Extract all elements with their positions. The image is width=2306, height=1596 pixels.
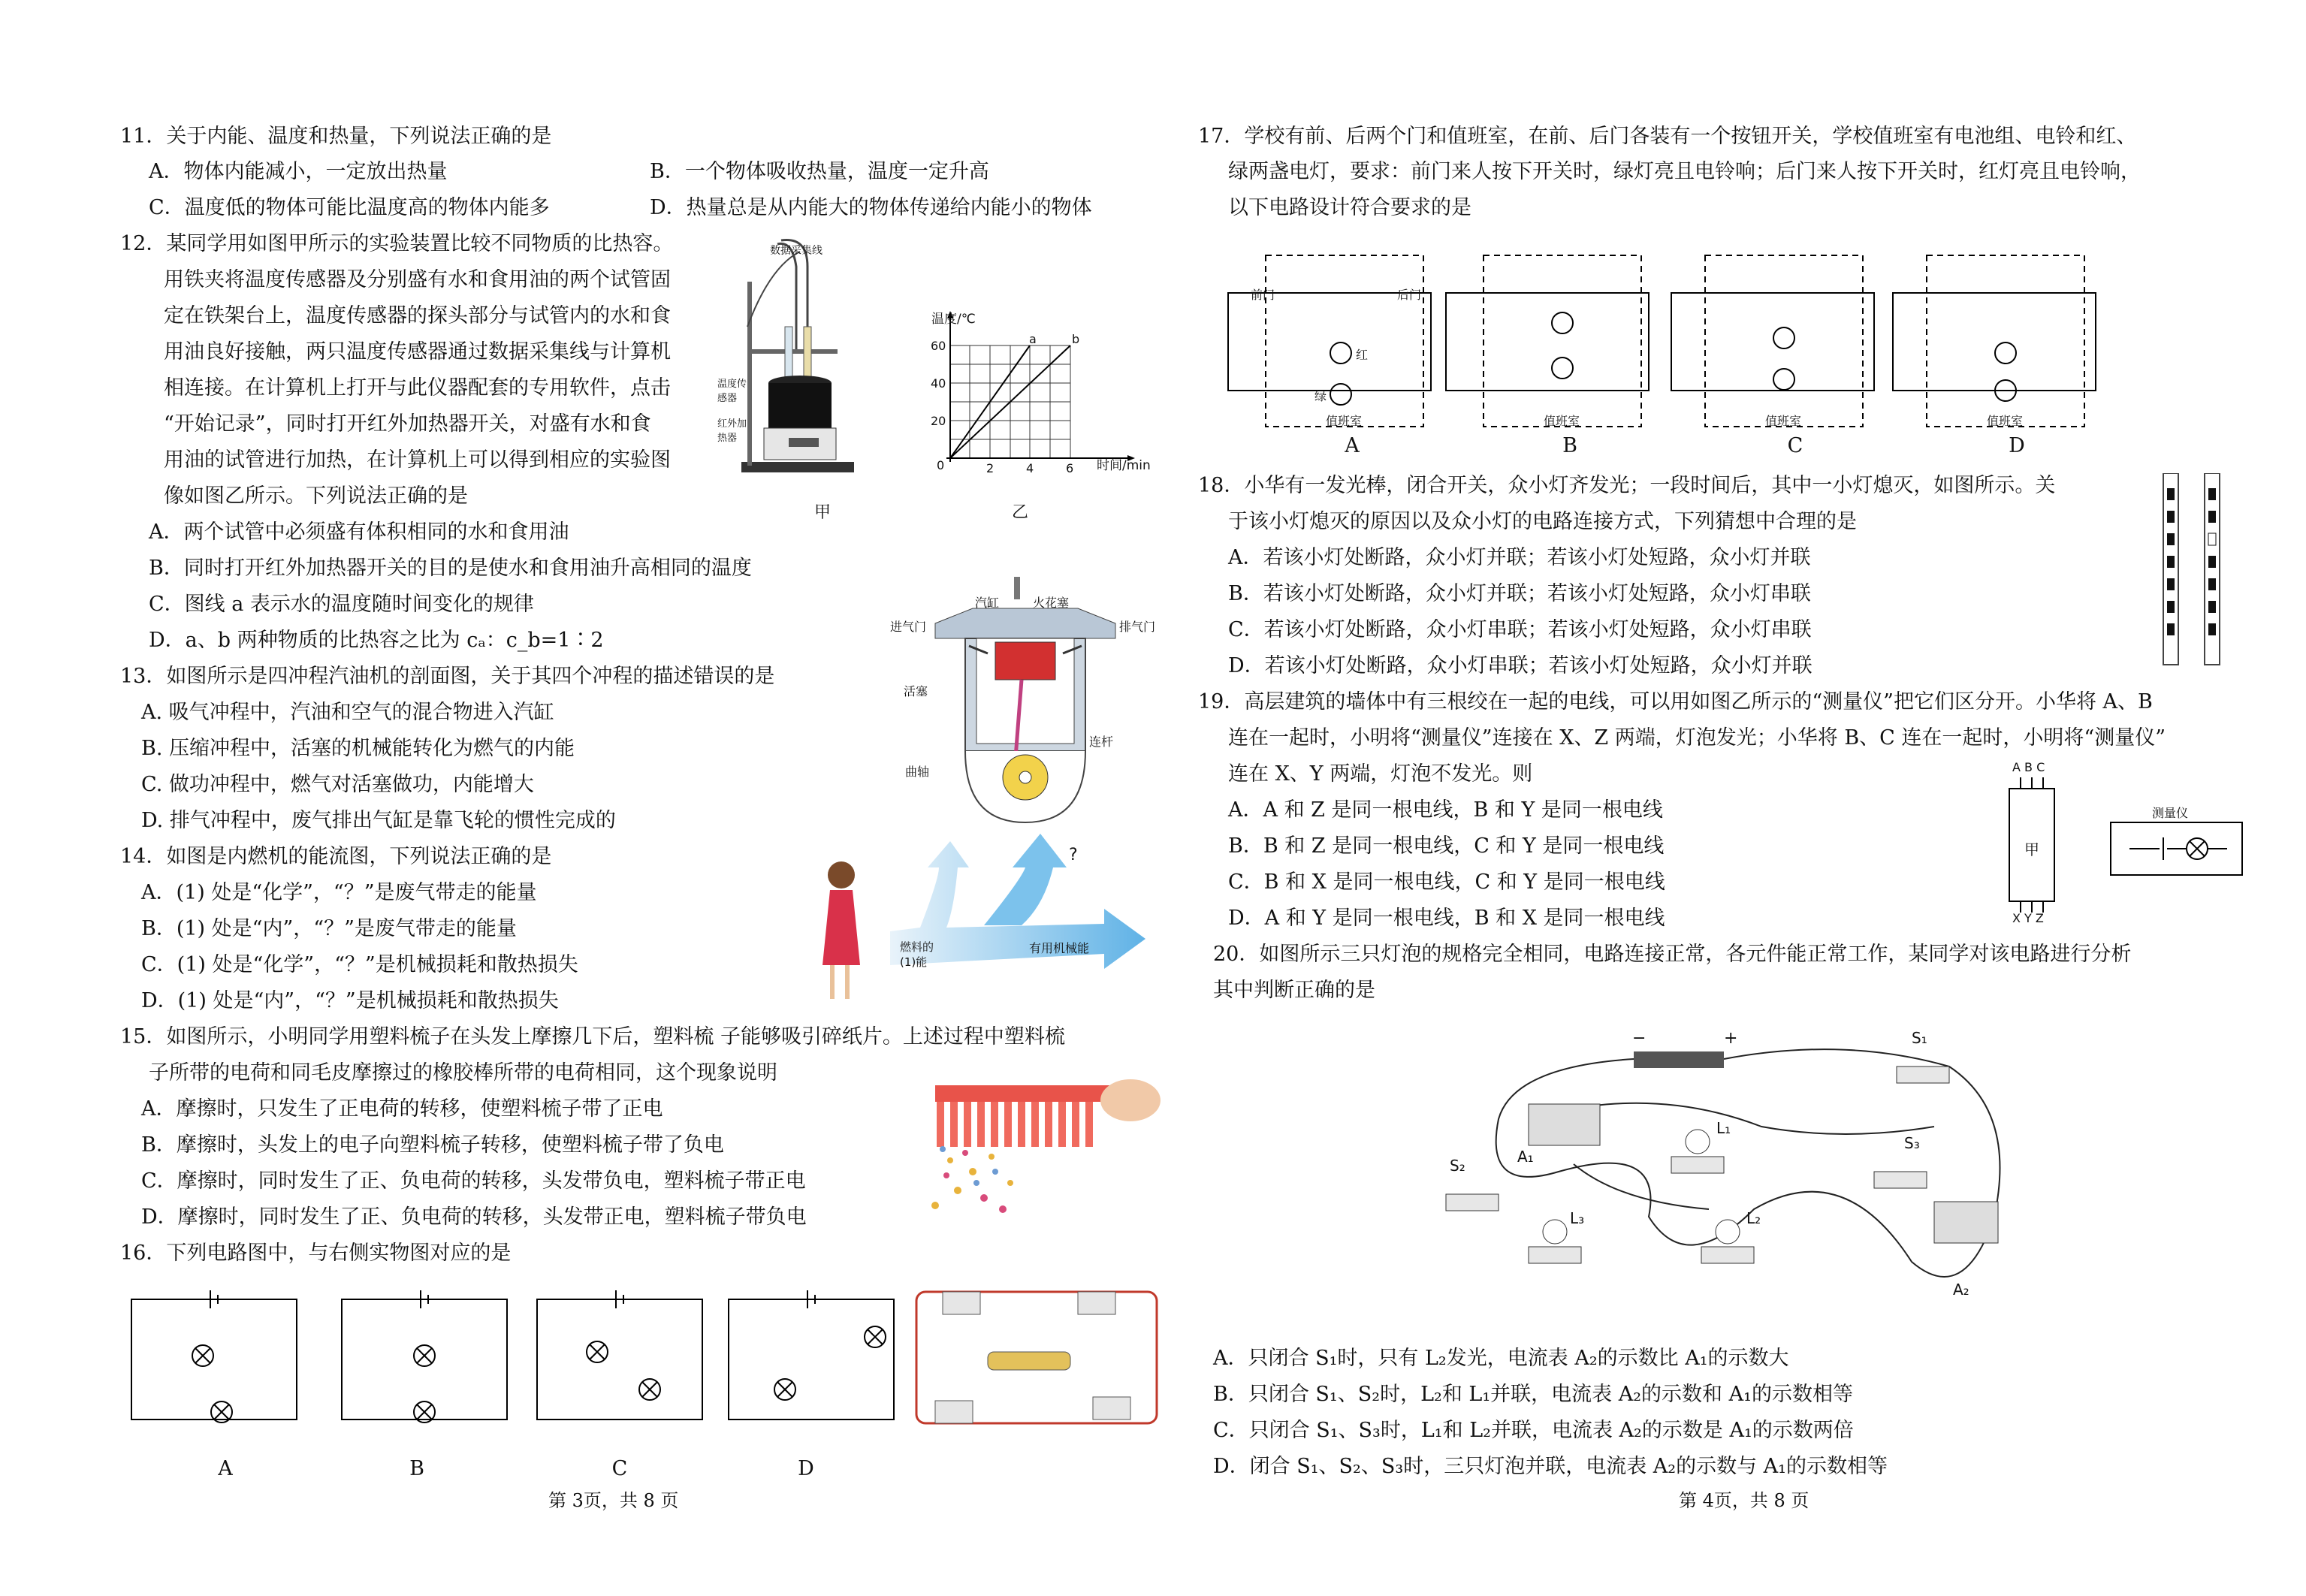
q19-top-terminals: A B C xyxy=(2012,760,2045,774)
q17-label-a: A xyxy=(1345,434,1360,457)
q11-option-c: C．温度低的物体可能比温度高的物体内能多 xyxy=(149,196,550,219)
q13-option-c: C. 做功冲程中，燃气对活塞做功，内能增大 xyxy=(141,773,534,796)
q19-stem-1: 19．高层建筑的墙体中有三根绞在一起的电线，可以用如图乙所示的“测量仪”把它们区分开。小华将 A、B xyxy=(1198,690,2153,714)
q19-meter-label: 测量仪 xyxy=(2152,806,2189,820)
page-3-footer: 第 3页，共 8 页 xyxy=(548,1490,679,1511)
q17-a-room-label: 值班室 xyxy=(1326,414,1363,428)
q18-option-a: A．若该小灯处断路，众小灯并联；若该小灯处短路，众小灯并联 xyxy=(1228,546,1811,569)
q19-bottom-terminals: X Y Z xyxy=(2012,911,2044,925)
q15-option-b: B．摩擦时，头发上的电子向塑料梳子转移，使塑料梳子带了负电 xyxy=(141,1133,724,1157)
q20-option-d: D．闭合 S₁、S₂、S₃时，三只灯泡并联，电流表 A₂的示数与 A₁的示数相等 xyxy=(1213,1455,1888,1478)
q20-option-c: C．只闭合 S₁、S₃时，L₁和 L₂并联，电流表 A₂的示数是 A₁的示数两倍 xyxy=(1213,1419,1854,1442)
q12-label-heater: 红外加热器 xyxy=(717,418,747,444)
q14-option-a: A．(1) 处是“化学”，“？”是废气带走的能量 xyxy=(141,881,537,904)
q17-b-room-label: 值班室 xyxy=(1544,414,1580,428)
q20-stem-1: 20．如图所示三只灯泡的规格完全相同，电路连接正常，各元件能正常工作，某同学对该电路进行分析 xyxy=(1213,943,2132,966)
q18-option-c: C．若该小灯处断路，众小灯串联；若该小灯处短路，众小灯串联 xyxy=(1228,618,1812,641)
q12-option-a: A．两个试管中必须盛有体积相同的水和食用油 xyxy=(149,520,569,544)
q13-option-b: B. 压缩冲程中，活塞的机械能转化为燃气的内能 xyxy=(141,737,575,760)
q12-graph-ylabel: 温度/℃ xyxy=(931,312,976,327)
q13-label-crank: 曲轴 xyxy=(905,765,930,779)
q18-option-d: D．若该小灯处断路，众小灯串联；若该小灯处短路，众小灯并联 xyxy=(1228,654,1813,677)
q16-label-a: A xyxy=(218,1457,233,1480)
q12-temperature-graph xyxy=(905,300,1161,473)
q20-label-l3: L₃ xyxy=(1570,1209,1585,1227)
q16-label-c: C xyxy=(611,1457,628,1480)
q20-stem-2: 其中判断正确的是 xyxy=(1213,979,1375,1002)
q20-circuit-figure xyxy=(1423,1021,2017,1322)
q14-stem: 14．如图是内燃机的能流图，下列说法正确的是 xyxy=(120,845,552,868)
page-4-footer: 第 4页，共 8 页 xyxy=(1679,1490,1809,1511)
q18-light-stick-figure xyxy=(2152,473,2235,668)
q12-caption-jia: 甲 xyxy=(813,503,831,522)
q12-line-7: 用油的试管进行加热，在计算机上可以得到相应的实验图 xyxy=(164,448,671,472)
q12-ytick-60: 60 xyxy=(931,339,946,353)
q17-circuit-options xyxy=(1221,240,2167,432)
q17-a-front-label: 前门 xyxy=(1251,288,1275,302)
q13-option-a: A. 吸气冲程中，汽油和空气的混合物进入汽缸 xyxy=(141,701,554,724)
q12-line-2: 用铁夹将温度传感器及分别盛有水和食用油的两个试管固 xyxy=(164,268,671,291)
q15-stem-1: 15．如图所示，小明同学用塑料梳子在头发上摩擦几下后，塑料梳 子能够吸引碎纸片。上述过程中塑料梳 xyxy=(120,1025,1065,1048)
q12-option-c: C．图线 a 表示水的温度随时间变化的规律 xyxy=(149,593,534,616)
q20-label-s3: S₃ xyxy=(1904,1134,1920,1152)
page-4 xyxy=(1153,0,2306,1596)
q19-stem-2: 连在一起时，小明将“测量仪”连接在 X、Z 两端，灯泡发光；小华将 B、C 连在一起时，小明将“测量仪” xyxy=(1228,726,2166,750)
q12-line-b-label: b xyxy=(1072,332,1080,346)
q20-label-l2: L₂ xyxy=(1746,1209,1761,1227)
q12-option-d: D．a、b 两种物质的比热容之比为 cₐ：c_b=1∶2 xyxy=(149,629,604,652)
q19-stem-3: 连在 X、Y 两端，灯泡不发光。则 xyxy=(1228,762,1533,786)
q12-option-b: B．同时打开红外加热器开关的目的是使水和食用油升高相同的温度 xyxy=(149,557,752,580)
q19-option-d: D．A 和 Y 是同一根电线，B 和 X 是同一根电线 xyxy=(1228,907,1665,930)
q16-label-d: D xyxy=(798,1457,814,1480)
q13-label-intake: 进气门 xyxy=(890,620,927,634)
q19-option-c: C．B 和 X 是同一根电线，C 和 Y 是同一根电线 xyxy=(1228,870,1665,894)
q13-label-cylinder: 汽缸 xyxy=(975,596,1000,610)
q11-option-d: D．热量总是从内能大的物体传递给内能小的物体 xyxy=(650,196,1092,219)
q14-option-d: D．(1) 处是“内”，“？”是机械损耗和散热损失 xyxy=(141,989,559,1012)
q17-line-3: 以下电路设计符合要求的是 xyxy=(1228,196,1471,219)
q12-line-4: 用油良好接触，两只温度传感器通过数据采集线与计算机 xyxy=(164,340,671,364)
q17-d-room-label: 值班室 xyxy=(1987,414,2024,428)
q15-stem-2: 子所带的电荷和同毛皮摩擦过的橡胶棒所带的电荷相同，这个现象说明 xyxy=(149,1061,777,1085)
q13-stem: 13．如图所示是四冲程汽油机的剖面图，关于其四个冲程的描述错误的是 xyxy=(120,665,775,688)
q17-label-d: D xyxy=(2009,434,2025,457)
q11-option-b: B．一个物体吸收热量，温度一定升高 xyxy=(650,160,989,183)
q12-xtick-6: 6 xyxy=(1066,461,1074,475)
q13-label-piston: 活塞 xyxy=(904,684,928,698)
q14-label-fuel-energy: (1)能 xyxy=(900,955,928,969)
q12-apparatus-figure xyxy=(717,237,875,492)
q12-xtick-4: 4 xyxy=(1026,461,1034,475)
q12-label-sensor: 温度传感器 xyxy=(717,379,747,404)
q17-a-green-label: 绿 xyxy=(1314,389,1327,403)
q15-comb-figure xyxy=(920,1070,1161,1220)
q20-label-s1: S₁ xyxy=(1912,1029,1927,1047)
q18-stem-2: 于该小灯熄灭的原因以及众小灯的电路连接方式，下列猜想中合理的是 xyxy=(1228,510,1857,533)
q18-stem-1: 18．小华有一发光棒，闭合开关，众小灯齐发光；一段时间后，其中一小灯熄灭，如图所示。关 xyxy=(1198,474,2056,497)
q12-ytick-40: 40 xyxy=(931,376,946,391)
q14-label-useful: 有用机械能 xyxy=(1029,941,1090,955)
q11-stem: 11．关于内能、温度和热量，下列说法正确的是 xyxy=(120,125,552,148)
q15-option-a: A．摩擦时，只发生了正电荷的转移，使塑料梳子带了正电 xyxy=(141,1097,663,1121)
q17-a-red-label: 红 xyxy=(1356,348,1369,362)
q20-battery-plus: + xyxy=(1724,1029,1738,1048)
q12-label-cable: 数据采集线 xyxy=(770,245,822,257)
q20-option-b: B．只闭合 S₁、S₂时，L₂和 L₁并联，电流表 A₂的示数和 A₁的示数相等 xyxy=(1213,1383,1853,1406)
q19-wires-figure xyxy=(1979,759,2265,924)
q12-line-a-label: a xyxy=(1029,332,1037,346)
q19-option-a: A．A 和 Z 是同一根电线，B 和 Y 是同一根电线 xyxy=(1228,798,1663,822)
q17-label-c: C xyxy=(1787,434,1803,457)
q15-option-c: C．摩擦时，同时发生了正、负电荷的转移，头发带负电，塑料梳子带正电 xyxy=(141,1169,806,1193)
q12-line-6: “开始记录”，同时打开红外加热器开关，对盛有水和食 xyxy=(164,412,651,436)
q13-option-d: D. 排气冲程中，废气排出气缸是靠飞轮的惯性完成的 xyxy=(141,809,616,832)
q17-a-back-label: 后门 xyxy=(1397,288,1422,302)
q12-xtick-2: 2 xyxy=(986,461,995,475)
q20-battery-minus: − xyxy=(1632,1029,1646,1048)
q12-line-1: 12．某同学用如图甲所示的实验装置比较不同物质的比热容。 xyxy=(120,232,674,255)
q20-label-a2: A₂ xyxy=(1953,1281,1969,1299)
q12-line-5: 相连接。在计算机上打开与此仪器配套的专用软件，点击 xyxy=(164,376,671,400)
q20-label-l1: L₁ xyxy=(1716,1119,1731,1137)
q17-c-room-label: 值班室 xyxy=(1765,414,1802,428)
q20-option-a: A．只闭合 S₁时，只有 L₂发光，电流表 A₂的示数比 A₁的示数大 xyxy=(1213,1347,1789,1370)
q17-line-2: 绿两盏电灯，要求：前门来人按下开关时，绿灯亮且电铃响；后门来人按下开关时，红灯亮且电铃响， xyxy=(1228,160,2141,183)
q12-line-8: 像如图乙所示。下列说法正确的是 xyxy=(164,484,468,508)
q16-label-b: B xyxy=(409,1457,424,1480)
q20-label-s2: S₂ xyxy=(1450,1157,1465,1175)
q17-line-1: 17．学校有前、后两个门和值班室，在前、后门各装有一个按钮开关，学校值班室有电池组、电铃和红、 xyxy=(1198,125,2137,148)
q11-option-a: A．物体内能减小，一定放出热量 xyxy=(149,160,448,183)
q14-option-b: B．(1) 处是“内”，“？”是废气带走的能量 xyxy=(141,917,517,940)
q14-label-fuel: 燃料的 xyxy=(900,940,934,954)
q13-label-rod: 连杆 xyxy=(1089,735,1114,749)
q17-label-b: B xyxy=(1562,434,1577,457)
q13-engine-figure xyxy=(890,571,1161,826)
q14-option-c: C．(1) 处是“化学”，“？”是机械损耗和散热损失 xyxy=(141,953,578,976)
q12-line-3: 定在铁架台上，温度传感器的探头部分与试管内的水和食 xyxy=(164,304,671,327)
q13-label-exhaust: 排气门 xyxy=(1119,620,1156,634)
q14-energy-flow-figure xyxy=(819,834,1161,1014)
q19-option-b: B．B 和 Z 是同一根电线，C 和 Y 是同一根电线 xyxy=(1228,834,1665,858)
q12-graph-xlabel: 时间/min xyxy=(1097,458,1151,473)
q13-label-spark: 火花塞 xyxy=(1033,596,1070,610)
q15-option-d: D．摩擦时，同时发生了正、负电荷的转移，头发带正电，塑料梳子带负电 xyxy=(141,1205,807,1229)
q12-caption-yi: 乙 xyxy=(1011,503,1028,522)
q16-stem: 16．下列电路图中，与右侧实物图对应的是 xyxy=(120,1242,512,1265)
q16-circuit-diagrams xyxy=(124,1277,1161,1427)
q18-option-b: B．若该小灯处断路，众小灯并联；若该小灯处短路，众小灯串联 xyxy=(1228,582,1811,605)
q14-label-question: ? xyxy=(1069,846,1078,864)
q20-label-a1: A₁ xyxy=(1517,1148,1534,1166)
q19-box-label: 甲 xyxy=(2024,840,2039,858)
q12-ytick-20: 20 xyxy=(931,414,946,428)
q12-ytick-0: 0 xyxy=(937,458,945,472)
